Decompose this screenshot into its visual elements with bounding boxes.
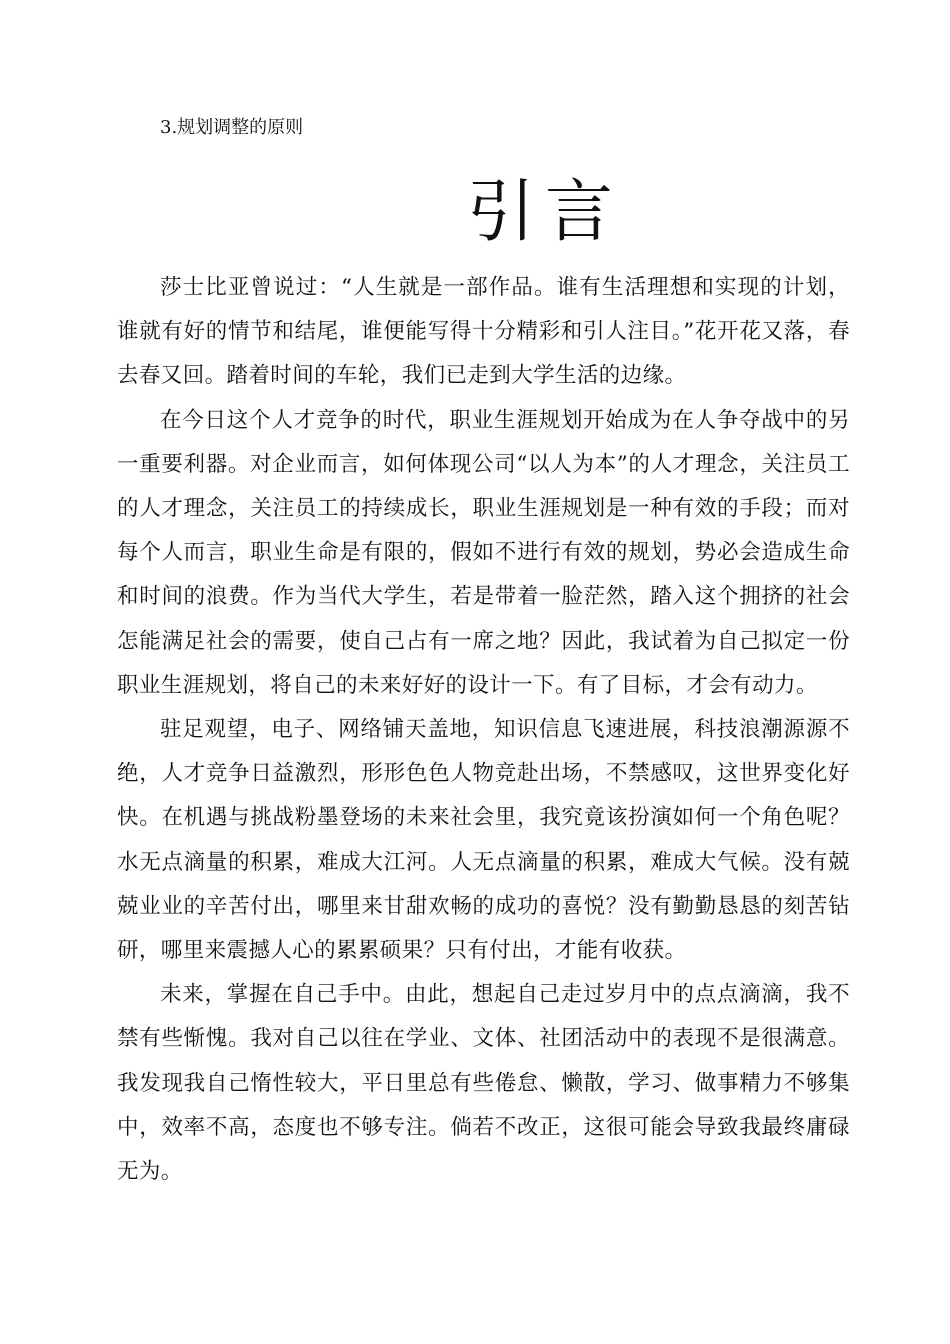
page-title: 引言 [466, 172, 623, 252]
body-text [117, 266, 850, 1194]
paragraph: 莎士比亚曾说过：“人生就是一部作品。谁有生活理想和实现的计划，谁就有好的情节和结尾，谁便能写得十分精彩和引人注目。”花开花又落，春去春又回。踏着时间的车轮，我们已走到大学生活的边缘。 [117, 275, 850, 389]
paragraph: 驻足观望，电子、网络铺天盖地，知识信息飞速进展，科技浪潮源源不绝，人才竞争日益激烈，形形色色人物竞赴出场，不禁感叹，这世界变化好快。在机遇与挑战粉墨登场的未来社会里，我究竟该扮演如何一个角色呢？水无点滴量的积累，难成大江河。人无点滴量的积累，难成大气候。没有兢兢业业的辛苦付出，哪里来甘甜欢畅的成功的喜悦？没有勤勤恳恳的刻苦钻研，哪里来震撼人心的累累硕果？只有付出，才能有收获。 [117, 717, 850, 964]
toc-entry: 3.规划调整的原则 [160, 117, 304, 138]
paragraph: 未来，掌握在自己手中。由此，想起自己走过岁月中的点点滴滴，我不禁有些惭愧。我对自己以往在学业、文体、社团活动中的表现不是很满意。我发现我自己惰性较大，平日里总有些倦怠、懒散，学习、做事精力不够集中，效率不高，态度也不够专注。倘若不改正，这很可能会导致我最终庸碌无为。 [117, 982, 850, 1185]
paragraph: 在今日这个人才竞争的时代，职业生涯规划开始成为在人争夺战中的另一重要利器。对企业而言，如何体现公司“以人为本”的人才理念，关注员工的人才理念，关注员工的持续成长，职业生涯规划是一种有效的手段；而对每个人而言，职业生命是有限的，假如不进行有效的规划，势必会造成生命和时间的浪费。作为当代大学生，若是带着一脸茫然，踏入这个拥挤的社会怎能满足社会的需要，使自己占有一席之地？因此，我试着为自己拟定一份职业生涯规划，将自己的未来好好的设计一下。有了目标，才会有动力。 [117, 407, 850, 698]
